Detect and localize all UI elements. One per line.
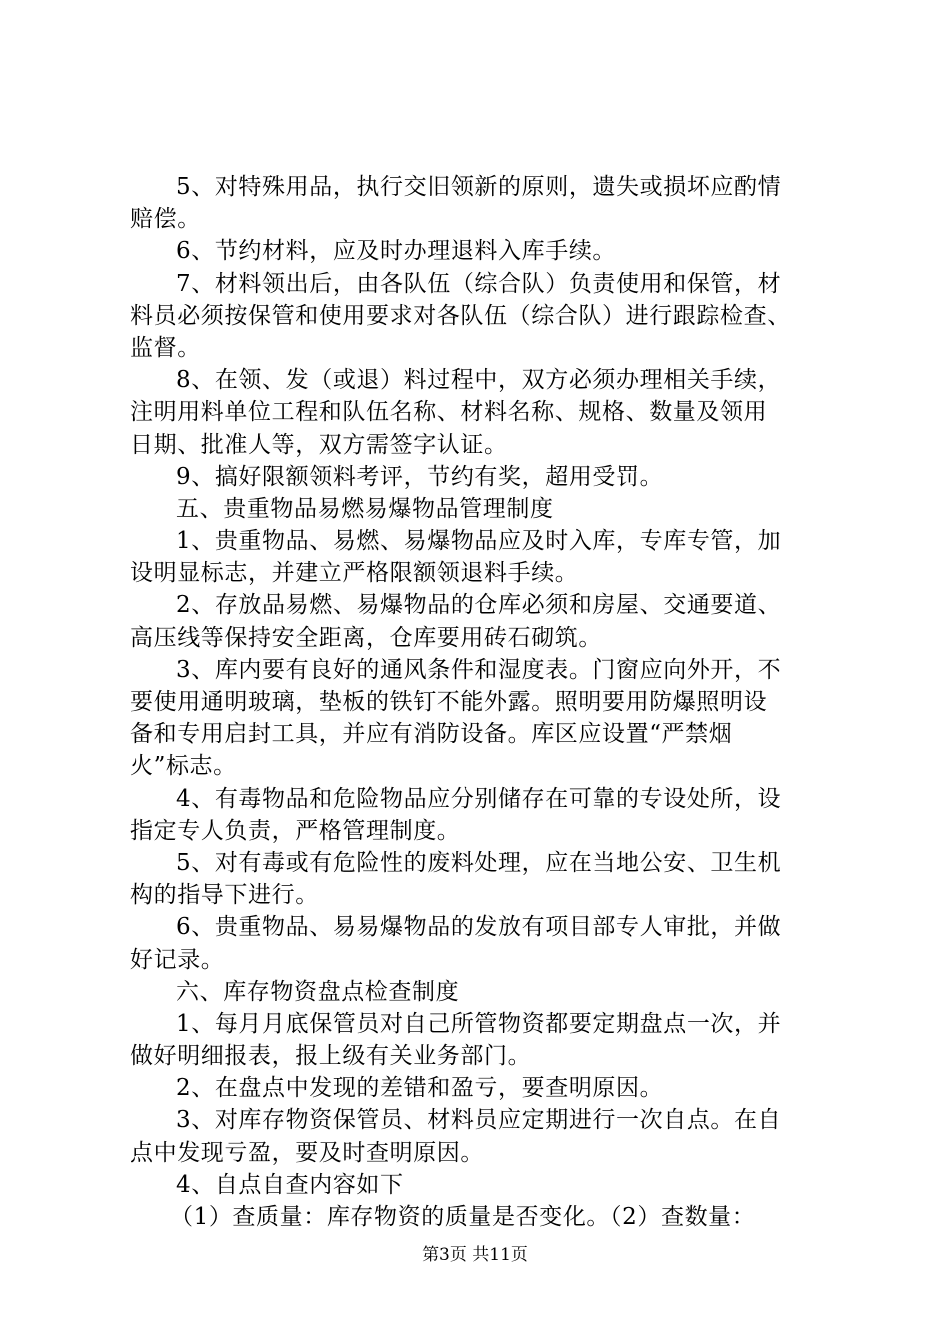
text-line: 5、对特殊用品，执行交旧领新的原则，遗失或损坏应酌情 (176, 174, 782, 200)
text-line: 5、对有毒或有危险性的废料处理，应在当地公安、卫生机 (176, 849, 782, 876)
text-line: 好记录。 (130, 946, 225, 973)
text-line: （1）查质量：库存物资的质量是否变化。（2）查数量： (170, 1204, 756, 1230)
text-line: 备和专用启封工具，并应有消防设备。库区应设置“严禁烟 (130, 721, 733, 748)
text-line: 注明用料单位工程和队伍名称、材料名称、规格、数量及领用 (130, 399, 768, 426)
text-line: 料员必须按保管和使用要求对各队伍（综合队）进行跟踪检查、 (130, 302, 791, 329)
text-line: 赔偿。 (130, 206, 201, 233)
text-line: 9、搞好限额领料考评，节约有奖，超用受罚。 (176, 463, 664, 490)
text-line: 4、自点自查内容如下 (176, 1171, 404, 1198)
text-line: 4、有毒物品和危险物品应分别储存在可靠的专设处所，设 (176, 785, 782, 812)
text-line: 2、在盘点中发现的差错和盈亏，要查明原因。 (176, 1075, 664, 1102)
text-line: 火”标志。 (130, 753, 237, 780)
text-line: 做好明细报表，报上级有关业务部门。 (130, 1043, 532, 1070)
text-line: 监督。 (130, 334, 201, 361)
page-number-footer: 第3页 共11页 (422, 1245, 528, 1265)
text-line: 7、材料领出后，由各队伍（综合队）负责使用和保管，材 (176, 270, 782, 297)
document-body (130, 171, 830, 1233)
text-line: 2、存放品易燃、易爆物品的仓库必须和房屋、交通要道、 (176, 592, 782, 619)
text-line: 构的指导下进行。 (130, 882, 319, 909)
text-line: 设明显标志，并建立严格限额领退料手续。 (130, 560, 579, 587)
text-line: 1、每月月底保管员对自己所管物资都要定期盘点一次，并 (176, 1010, 782, 1037)
text-line: 8、在领、发（或退）料过程中，双方必须办理相关手续， (176, 367, 782, 394)
text-line: 高压线等保持安全距离，仓库要用砖石砌筑。 (130, 624, 602, 651)
text-line: 日期、批准人等，双方需签字认证。 (130, 431, 508, 458)
text-line: 要使用通明玻璃，垫板的铁钉不能外露。照明要用防爆照明设 (130, 689, 768, 715)
section-heading: 六、库存物资盘点检查制度 (176, 978, 460, 1005)
text-line: 3、库内要有良好的通风条件和湿度表。门窗应向外开，不 (176, 656, 782, 683)
text-line: 点中发现亏盈，要及时查明原因。 (130, 1139, 484, 1166)
section-heading: 五、贵重物品易燃易爆物品管理制度 (176, 495, 554, 522)
text-line: 3、对库存物资保管员、材料员应定期进行一次自点。在自 (176, 1107, 782, 1134)
text-line: 6、贵重物品、易易爆物品的发放有项目部专人审批，并做 (176, 914, 782, 941)
text-line: 指定专人负责，严格管理制度。 (130, 817, 461, 844)
text-line: 1、贵重物品、易燃、易爆物品应及时入库，专库专管，加 (176, 528, 782, 555)
text-line: 6、节约材料，应及时办理退料入库手续。 (176, 238, 617, 265)
